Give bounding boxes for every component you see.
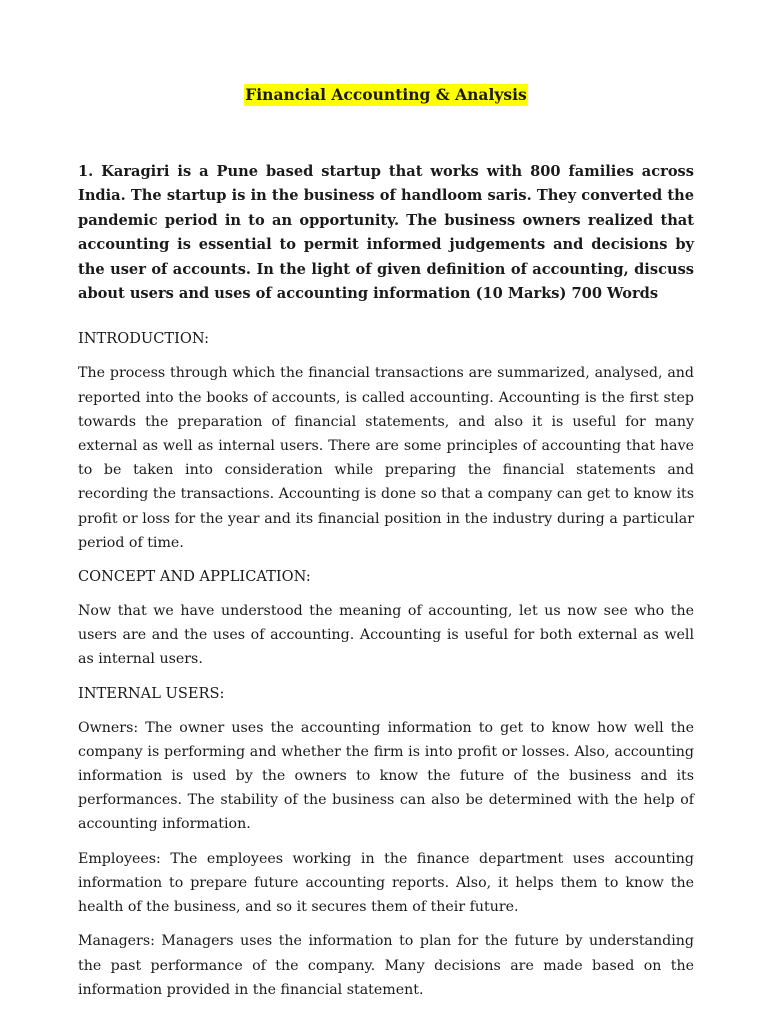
document-title: Financial Accounting & Analysis xyxy=(245,85,527,104)
concept-paragraph: Now that we have understood the meaning of accounting, let us now see who the users are and the uses of accounting. Accounting is useful for both external as well as internal users. xyxy=(78,603,694,668)
title-container xyxy=(78,84,694,106)
introduction-heading: INTRODUCTION: xyxy=(78,330,210,348)
employees-paragraph: Employees: The employees working in the finance department uses accounting information to prepare future accounting reports. Also, it helps them to know the health of the business, and so it secures them of their future. xyxy=(78,850,694,916)
managers-paragraph: Managers: Managers uses the information to plan for the future by understanding the past performance of the company. Many decisions are made based on the information provided in the financial statement. xyxy=(78,933,694,998)
owners-paragraph: Owners: The owner uses the accounting information to get to know how well the company is performing and whether the firm is into profit or losses. Also, accounting information is used by the owners to know the future of the business and its performances. The stability of the business can also be determined with the help of accounting information. xyxy=(78,719,694,833)
question-paragraph: 1. Karagiri is a Pune based startup that works with 800 families across India. The startup is in the business of handloom saris. They converted the pandemic period in to an opportunity. The business owners realized that accounting is essential to permit informed judgements and decisions by the user of accounts. In the light of given definition of accounting, discuss about users and uses of accounting information (10 Marks) 700 Words xyxy=(78,163,694,303)
internal-users-heading: INTERNAL USERS: xyxy=(78,684,225,702)
concept-heading: CONCEPT AND APPLICATION: xyxy=(78,568,311,586)
introduction-paragraph: The process through which the financial transactions are summarized, analysed, and reported into the books of accounts, is called accounting. Accounting is the first step towards the preparation of financial statements, and also it is useful for many external as well as internal users. There are some principles of accounting that have to be taken into consideration while preparing the financial statements and recording the transactions. Accounting is done so that a company can get to know its profit or loss for the year and its financial position in the industry during a particular period of time. xyxy=(78,365,694,551)
document-page xyxy=(78,84,694,1012)
